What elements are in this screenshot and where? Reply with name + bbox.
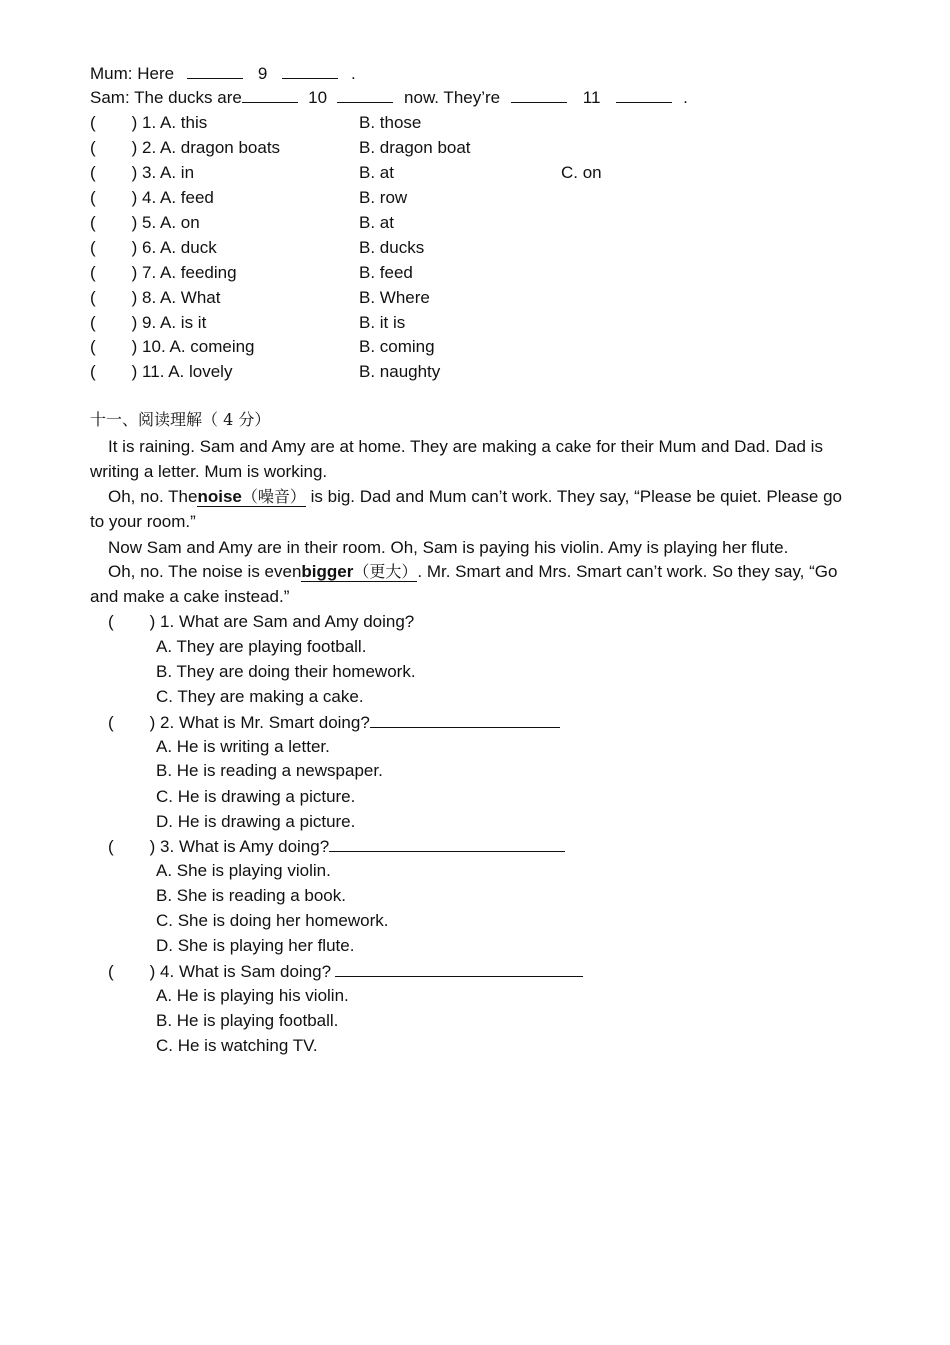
answer-paren: ( [108,713,114,732]
choice-row[interactable] [90,188,214,208]
passage-line: to your room.” [90,512,196,531]
answer-paren: ( [90,362,96,381]
choice-row[interactable] [90,163,194,183]
option-a: ) 4. A. feed [131,188,214,207]
vocab-noise [197,487,305,507]
option-a: ) 8. A. What [131,288,221,307]
question-option: C. He is drawing a picture. [156,787,356,806]
question-option: B. He is playing football. [156,1011,339,1030]
dialogue-mum [90,63,356,84]
option-a: ) 7. A. feeding [131,263,237,282]
question-option: A. He is writing a letter. [156,737,330,756]
question-text: ) 2. What is Mr. Smart doing? [149,713,370,732]
option-b: B. dragon boat [359,138,471,157]
choice-row[interactable] [90,313,206,333]
option-a: ) 9. A. is it [131,313,207,332]
question-text: ) 3. What is Amy doing? [149,837,330,856]
blank-number: 10 [308,88,328,107]
option-b: B. it is [359,313,406,332]
option-b: B. those [359,113,422,132]
passage-line: Now Sam and Amy are in their room. Oh, Sam is paying his violin. Amy is playing her flute. [108,538,789,557]
answer-paren: ( [90,113,96,132]
option-a: ) 11. A. lovely [131,362,233,381]
choice-row[interactable] [90,337,255,357]
sam-end: . [683,88,688,107]
choice-row[interactable] [90,213,200,233]
question-option: A. They are playing football. [156,637,367,656]
option-a: ) 6. A. duck [131,238,217,257]
question-option: C. They are making a cake. [156,687,364,706]
option-b: B. naughty [359,362,441,381]
sam-text-b: now. They’re [404,88,501,107]
passage-text: Oh, no. The [108,487,198,506]
vocab-gloss: （更大） [353,562,418,581]
option-b: B. feed [359,263,413,282]
passage-line: and make a cake instead.” [90,587,290,606]
passage-text: . Mr. Smart and Mrs. Smart can’t work. So they say, “Go [417,562,838,581]
dialogue-sam [90,87,688,108]
answer-paren: ( [108,837,114,856]
answer-blank[interactable] [337,87,393,103]
answer-blank[interactable] [616,87,672,103]
answer-paren: ( [90,188,96,207]
answer-blank[interactable] [370,712,560,728]
blank-number: 11 [582,88,601,107]
question-row[interactable] [108,612,414,632]
answer-blank[interactable] [335,961,583,977]
vocab-word: bigger [301,562,354,581]
answer-paren: ( [108,612,114,631]
passage-text: is big. Dad and Mum can’t work. They say, “Please be quiet. Please go [310,487,842,506]
option-b: B. at [359,213,394,232]
choice-row[interactable] [90,362,232,382]
choice-row[interactable] [90,138,280,158]
vocab-word: noise [197,487,242,506]
answer-paren: ( [90,337,96,356]
question-option: D. He is drawing a picture. [156,812,356,831]
mum-end: . [351,64,356,83]
answer-paren: ( [90,263,96,282]
answer-blank[interactable] [242,87,298,103]
choice-row[interactable] [90,113,207,133]
answer-paren: ( [90,163,96,182]
option-a: ) 3. A. in [131,163,195,182]
speaker-sam: Sam: [90,88,130,107]
question-option: A. He is playing his violin. [156,986,349,1005]
option-b: B. row [359,188,408,207]
answer-paren: ( [90,213,96,232]
option-a: ) 10. A. comeing [131,337,255,356]
option-b: B. Where [359,288,430,307]
answer-blank[interactable] [329,836,565,852]
choice-row[interactable] [90,238,217,258]
question-option: A. She is playing violin. [156,861,331,880]
answer-paren: ( [90,238,96,257]
answer-paren: ( [90,288,96,307]
option-b: B. at [359,163,394,182]
passage-text: Oh, no. The noise is even [108,562,302,581]
question-row[interactable] [108,836,565,857]
question-option: C. He is watching TV. [156,1036,318,1055]
option-a: ) 1. A. this [131,113,208,132]
question-option: B. They are doing their homework. [156,662,416,681]
passage-line [108,562,837,582]
blank-number: 9 [257,64,268,83]
choice-row[interactable] [90,288,220,308]
question-option: C. She is doing her homework. [156,911,389,930]
question-text: ) 4. What is Sam doing? [149,962,332,981]
answer-paren: ( [90,138,96,157]
choice-row[interactable] [90,263,237,283]
speaker-mum: Mum: [90,64,133,83]
answer-blank[interactable] [282,63,338,79]
question-row[interactable] [108,961,583,982]
question-option: D. She is playing her flute. [156,936,355,955]
sam-text-a: The ducks are [134,88,242,107]
answer-paren: ( [108,962,114,981]
section-heading: 十一、阅读理解（ 4 分） [90,410,271,429]
answer-blank[interactable] [187,63,243,79]
vocab-gloss: （噪音） [241,487,306,506]
passage-line: writing a letter. Mum is working. [90,462,328,481]
option-b: B. ducks [359,238,425,257]
question-text: ) 1. What are Sam and Amy doing? [149,612,415,631]
option-b: B. coming [359,337,435,356]
option-a: ) 2. A. dragon boats [131,138,281,157]
passage-line [108,487,842,507]
question-option: B. She is reading a book. [156,886,346,905]
passage-line: It is raining. Sam and Amy are at home. They are making a cake for their Mum and Dad. Dad is [108,437,823,456]
question-row[interactable] [108,712,560,733]
vocab-bigger [301,562,417,582]
option-a: ) 5. A. on [131,213,200,232]
answer-blank[interactable] [511,87,567,103]
option-c: C. on [561,163,602,182]
question-option: B. He is reading a newspaper. [156,761,383,780]
answer-paren: ( [90,313,96,332]
mum-text: Here [137,64,175,83]
